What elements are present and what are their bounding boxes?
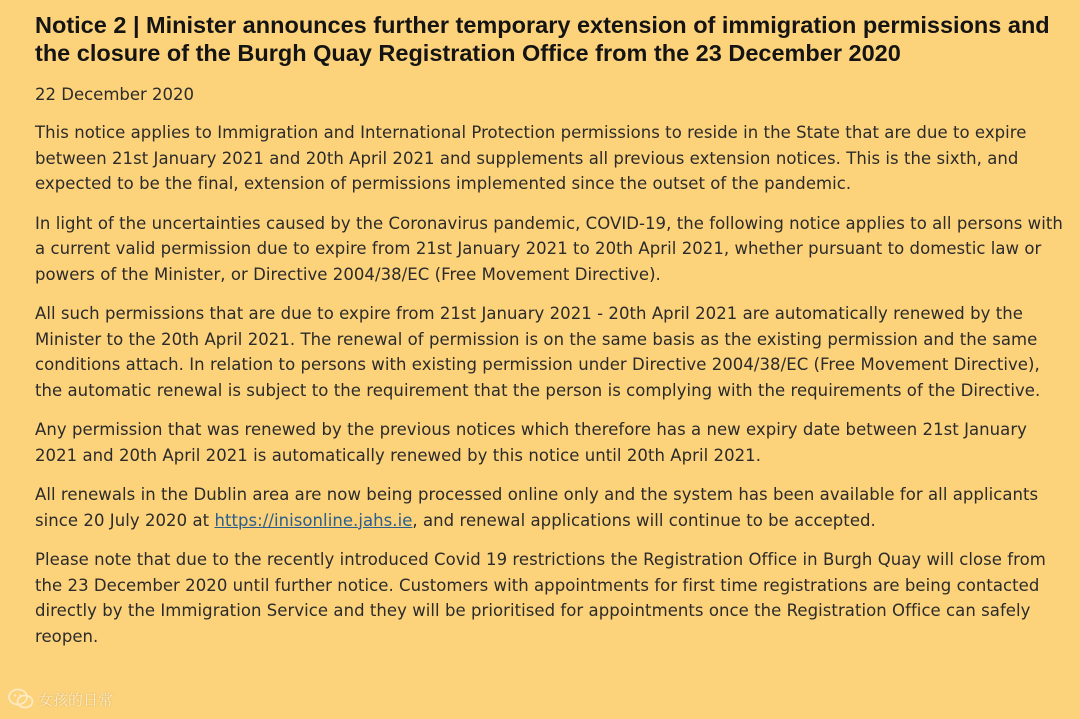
wechat-logo-icon: [8, 688, 34, 710]
paragraph-office-closure: Please note that due to the recently introduced Covid 19 restrictions the Registration Office in Burgh Quay will close from the 23 December 2020 until further notice. Customers with appointments for first time registrations are being contacted directly by the Immigration Service and they will be prioritised for appointments once the Registration Office can safely reopen.: [35, 550, 1046, 646]
inis-online-link[interactable]: https://inisonline.jahs.ie: [214, 510, 413, 530]
notice-date: 22 December 2020: [35, 85, 195, 104]
paragraph-online-renewals: [35, 482, 1065, 533]
paragraph-automatic-renewal: All such permissions that are due to expire from 21st January 2021 - 20th April 2021 are automatically renewed by the Minister to the 20th April 2021. The renewal of permission is on the same basis as the existing permission and the same conditions attach. In relation to persons with existing permission under Directive 2004/38/EC (Free Movement Directive), the automatic renewal is subject to the requirement that the person is complying with the requirements of the Directive.: [35, 304, 1041, 400]
paragraph-covid-context: In light of the uncertainties caused by the Coronavirus pandemic, COVID-19, the following notice applies to all persons with a current valid permission due to expire from 21st January 2021 to 20th April 2021, whether pursuant to domestic law or powers of the Minister, or Directive 2004/38/EC (Free Movement Directive).: [35, 213, 1063, 284]
notice-article: [35, 12, 1065, 663]
online-text-before: All renewals in the Dublin area are now being processed online only and the system has been available for all applicants since 20 July 2020 at: [35, 485, 1039, 530]
notice-title: Notice 2 | Minister announces further temporary extension of immigration permissions and the closure of the Burgh Quay Registration Office from the 23 December 2020: [35, 12, 1050, 66]
paragraph-previous-renewals: Any permission that was renewed by the previous notices which therefore has a new expiry date between 21st January 2021 and 20th April 2021 is automatically renewed by this notice until 20th April 2021.: [35, 420, 1027, 465]
watermark: [8, 684, 113, 714]
online-text-after: , and renewal applications will continue to be accepted.: [412, 510, 876, 530]
watermark-text: 女孩的日常: [38, 690, 114, 709]
paragraph-scope: This notice applies to Immigration and International Protection permissions to reside in the State that are due to expire between 21st January 2021 and 20th April 2021 and supplements all previous extension notices. This is the sixth, and expected to be the final, extension of permissions implemented since the outset of the pandemic.: [35, 123, 1027, 193]
